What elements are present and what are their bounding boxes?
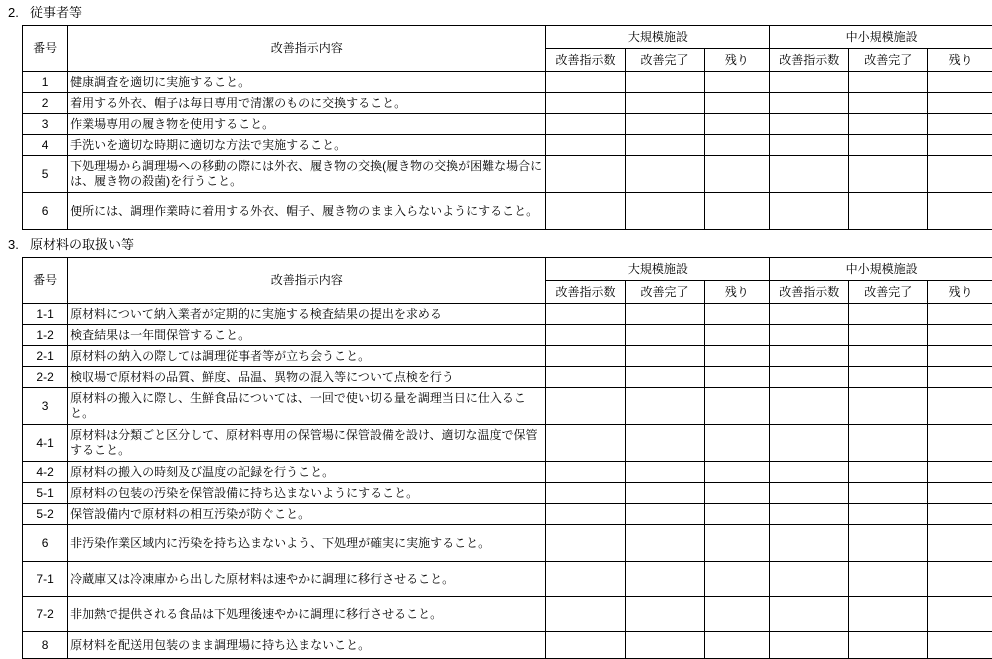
table-row	[23, 114, 992, 135]
table-row	[23, 525, 992, 562]
row-content: 非加熱で提供される食品は下処理後速やかに調理に移行させること。	[68, 597, 546, 632]
cell-large-instructions[interactable]	[546, 632, 625, 659]
cell-small-instructions[interactable]	[770, 156, 849, 193]
table-row	[23, 72, 992, 93]
cell-small-remaining[interactable]	[928, 483, 992, 504]
cell-large-remaining[interactable]	[704, 425, 770, 462]
row-content: 原材料の搬入の時刻及び温度の記録を行うこと。	[68, 462, 546, 483]
row-content: 冷蔵庫又は冷凍庫から出した原材料は速やかに調理に移行させること。	[68, 562, 546, 597]
table-header-group-row	[23, 258, 992, 281]
cell-large-remaining[interactable]	[704, 367, 770, 388]
row-content: 保管設備内で原材料の相互汚染が防ぐこと。	[68, 504, 546, 525]
cell-large-instructions[interactable]	[546, 425, 625, 462]
row-content: 手洗いを適切な時期に適切な方法で実施すること。	[68, 135, 546, 156]
cell-large-remaining[interactable]	[704, 304, 770, 325]
row-no: 4-1	[23, 425, 68, 462]
cell-large-remaining[interactable]	[704, 72, 770, 93]
cell-small-remaining[interactable]	[928, 304, 992, 325]
cell-small-remaining[interactable]	[928, 346, 992, 367]
row-no: 2-2	[23, 367, 68, 388]
cell-large-instructions[interactable]	[546, 135, 625, 156]
cell-small-remaining[interactable]	[928, 325, 992, 346]
cell-small-instructions[interactable]	[770, 114, 849, 135]
cell-small-remaining[interactable]	[928, 632, 992, 659]
row-no: 5	[23, 156, 68, 193]
header-content: 改善指示内容	[68, 26, 546, 72]
table-row	[23, 504, 992, 525]
row-no: 1-2	[23, 325, 68, 346]
cell-large-remaining[interactable]	[704, 632, 770, 659]
cell-large-completed[interactable]	[625, 525, 704, 562]
cell-large-instructions[interactable]	[546, 72, 625, 93]
cell-small-completed[interactable]	[849, 483, 928, 504]
row-content: 原材料について納入業者が定期的に実施する検査結果の提出を求める	[68, 304, 546, 325]
cell-large-instructions[interactable]	[546, 156, 625, 193]
cell-small-remaining[interactable]	[928, 72, 992, 93]
cell-large-completed[interactable]	[625, 388, 704, 425]
cell-small-remaining[interactable]	[928, 525, 992, 562]
header-group-small: 中小規模施設	[770, 26, 992, 49]
table-row	[23, 325, 992, 346]
cell-large-instructions[interactable]	[546, 562, 625, 597]
header-small-instructions: 改善指示数	[770, 49, 849, 72]
header-group-large: 大規模施設	[546, 258, 770, 281]
row-content: 検収場で原材料の品質、鮮度、品温、異物の混入等について点検を行う	[68, 367, 546, 388]
header-small-instructions: 改善指示数	[770, 281, 849, 304]
cell-small-instructions[interactable]	[770, 462, 849, 483]
row-content: 便所には、調理作業時に着用する外衣、帽子、履き物のまま入らないようにすること。	[68, 193, 546, 230]
header-large-remaining: 残り	[704, 49, 770, 72]
cell-small-remaining[interactable]	[928, 156, 992, 193]
cell-large-instructions[interactable]	[546, 525, 625, 562]
row-no: 3	[23, 114, 68, 135]
table-row	[23, 304, 992, 325]
cell-large-instructions[interactable]	[546, 114, 625, 135]
section-label: 原材料の取扱い等	[30, 237, 134, 252]
cell-large-completed[interactable]	[625, 304, 704, 325]
cell-large-remaining[interactable]	[704, 462, 770, 483]
cell-small-instructions[interactable]	[770, 304, 849, 325]
table-row	[23, 483, 992, 504]
cell-small-instructions[interactable]	[770, 562, 849, 597]
row-content: 下処理場から調理場への移動の際には外衣、履き物の交換(履き物の交換が困難な場合には、履き物の殺菌)を行うこと。	[68, 156, 546, 193]
table-row	[23, 156, 992, 193]
cell-small-completed[interactable]	[849, 135, 928, 156]
cell-large-completed[interactable]	[625, 193, 704, 230]
cell-small-remaining[interactable]	[928, 597, 992, 632]
cell-small-instructions[interactable]	[770, 525, 849, 562]
header-no: 番号	[23, 26, 68, 72]
cell-small-remaining[interactable]	[928, 462, 992, 483]
cell-small-instructions[interactable]	[770, 483, 849, 504]
header-small-remaining: 残り	[928, 49, 992, 72]
cell-large-instructions[interactable]	[546, 388, 625, 425]
cell-small-completed[interactable]	[849, 425, 928, 462]
cell-large-remaining[interactable]	[704, 346, 770, 367]
row-no: 7-1	[23, 562, 68, 597]
header-group-large: 大規模施設	[546, 26, 770, 49]
cell-large-remaining[interactable]	[704, 156, 770, 193]
cell-large-remaining[interactable]	[704, 483, 770, 504]
cell-large-completed[interactable]	[625, 346, 704, 367]
header-group-small: 中小規模施設	[770, 258, 992, 281]
cell-large-completed[interactable]	[625, 462, 704, 483]
table-row	[23, 367, 992, 388]
cell-small-completed[interactable]	[849, 193, 928, 230]
cell-small-completed[interactable]	[849, 346, 928, 367]
cell-large-completed[interactable]	[625, 367, 704, 388]
section-title-employees	[8, 4, 982, 22]
cell-small-instructions[interactable]	[770, 597, 849, 632]
table-row	[23, 93, 992, 114]
cell-large-completed[interactable]	[625, 632, 704, 659]
row-no: 3	[23, 388, 68, 425]
cell-large-instructions[interactable]	[546, 483, 625, 504]
cell-small-instructions[interactable]	[770, 632, 849, 659]
cell-small-instructions[interactable]	[770, 425, 849, 462]
cell-large-completed[interactable]	[625, 135, 704, 156]
cell-small-instructions[interactable]	[770, 135, 849, 156]
cell-small-instructions[interactable]	[770, 72, 849, 93]
table-row	[23, 193, 992, 230]
cell-small-completed[interactable]	[849, 325, 928, 346]
cell-large-remaining[interactable]	[704, 325, 770, 346]
header-small-remaining: 残り	[928, 281, 992, 304]
cell-small-remaining[interactable]	[928, 135, 992, 156]
header-large-completed: 改善完了	[625, 49, 704, 72]
cell-large-remaining[interactable]	[704, 597, 770, 632]
cell-small-completed[interactable]	[849, 114, 928, 135]
cell-small-completed[interactable]	[849, 304, 928, 325]
cell-small-instructions[interactable]	[770, 346, 849, 367]
header-content: 改善指示内容	[68, 258, 546, 304]
row-content: 検査結果は一年間保管すること。	[68, 325, 546, 346]
row-content: 原材料は分類ごと区分して、原材料専用の保管場に保管設備を設け、適切な温度で保管すること。	[68, 425, 546, 462]
cell-small-remaining[interactable]	[928, 93, 992, 114]
row-no: 1	[23, 72, 68, 93]
cell-large-instructions[interactable]	[546, 367, 625, 388]
cell-large-remaining[interactable]	[704, 388, 770, 425]
cell-large-completed[interactable]	[625, 597, 704, 632]
cell-large-completed[interactable]	[625, 425, 704, 462]
row-no: 6	[23, 193, 68, 230]
row-no: 5-1	[23, 483, 68, 504]
row-no: 7-2	[23, 597, 68, 632]
row-no: 6	[23, 525, 68, 562]
row-content: 非汚染作業区域内に汚染を持ち込まないよう、下処理が確実に実施すること。	[68, 525, 546, 562]
cell-small-completed[interactable]	[849, 93, 928, 114]
cell-small-completed[interactable]	[849, 504, 928, 525]
header-large-instructions: 改善指示数	[546, 281, 625, 304]
header-large-completed: 改善完了	[625, 281, 704, 304]
cell-small-instructions[interactable]	[770, 367, 849, 388]
section-title-raw-materials	[8, 236, 982, 254]
cell-small-completed[interactable]	[849, 597, 928, 632]
table-row	[23, 135, 992, 156]
table-row	[23, 597, 992, 632]
cell-large-remaining[interactable]	[704, 193, 770, 230]
cell-large-completed[interactable]	[625, 93, 704, 114]
cell-small-completed[interactable]	[849, 156, 928, 193]
cell-large-completed[interactable]	[625, 156, 704, 193]
row-content: 原材料の納入の際しては調理従事者等が立ち会うこと。	[68, 346, 546, 367]
cell-large-remaining[interactable]	[704, 93, 770, 114]
cell-small-completed[interactable]	[849, 388, 928, 425]
cell-large-remaining[interactable]	[704, 135, 770, 156]
cell-large-instructions[interactable]	[546, 193, 625, 230]
cell-small-remaining[interactable]	[928, 388, 992, 425]
cell-small-completed[interactable]	[849, 462, 928, 483]
cell-small-remaining[interactable]	[928, 425, 992, 462]
row-content: 原材料の搬入に際し、生鮮食品については、一回で使い切る量を調理当日に仕入ること。	[68, 388, 546, 425]
cell-large-completed[interactable]	[625, 504, 704, 525]
header-large-instructions: 改善指示数	[546, 49, 625, 72]
cell-small-instructions[interactable]	[770, 93, 849, 114]
cell-large-completed[interactable]	[625, 483, 704, 504]
section-raw-materials	[0, 236, 992, 659]
cell-large-remaining[interactable]	[704, 114, 770, 135]
table-row	[23, 346, 992, 367]
row-content: 原材料を配送用包装のまま調理場に持ち込まないこと。	[68, 632, 546, 659]
cell-large-instructions[interactable]	[546, 346, 625, 367]
row-content: 着用する外衣、帽子は毎日専用で清潔のものに交換すること。	[68, 93, 546, 114]
cell-small-remaining[interactable]	[928, 562, 992, 597]
document-page	[0, 4, 992, 593]
cell-large-instructions[interactable]	[546, 462, 625, 483]
cell-small-instructions[interactable]	[770, 504, 849, 525]
cell-small-completed[interactable]	[849, 525, 928, 562]
cell-small-completed[interactable]	[849, 72, 928, 93]
section-number: 2.	[8, 4, 30, 22]
header-small-completed: 改善完了	[849, 281, 928, 304]
header-large-remaining: 残り	[704, 281, 770, 304]
table-row	[23, 462, 992, 483]
cell-small-instructions[interactable]	[770, 325, 849, 346]
cell-small-completed[interactable]	[849, 367, 928, 388]
row-no: 2	[23, 93, 68, 114]
table-raw-materials	[22, 257, 992, 659]
table-row	[23, 632, 992, 659]
row-content: 原材料の包装の汚染を保管設備に持ち込まないようにすること。	[68, 483, 546, 504]
cell-large-completed[interactable]	[625, 72, 704, 93]
cell-small-remaining[interactable]	[928, 114, 992, 135]
cell-large-completed[interactable]	[625, 114, 704, 135]
cell-small-completed[interactable]	[849, 632, 928, 659]
cell-large-remaining[interactable]	[704, 525, 770, 562]
cell-small-remaining[interactable]	[928, 367, 992, 388]
cell-small-remaining[interactable]	[928, 504, 992, 525]
cell-small-instructions[interactable]	[770, 193, 849, 230]
table-row	[23, 388, 992, 425]
cell-large-instructions[interactable]	[546, 325, 625, 346]
row-no: 2-1	[23, 346, 68, 367]
cell-large-instructions[interactable]	[546, 504, 625, 525]
cell-large-instructions[interactable]	[546, 304, 625, 325]
cell-small-instructions[interactable]	[770, 388, 849, 425]
cell-large-instructions[interactable]	[546, 93, 625, 114]
cell-large-completed[interactable]	[625, 325, 704, 346]
section-number: 3.	[8, 236, 30, 254]
header-no: 番号	[23, 258, 68, 304]
cell-large-completed[interactable]	[625, 562, 704, 597]
row-content: 作業場専用の履き物を使用すること。	[68, 114, 546, 135]
cell-small-completed[interactable]	[849, 562, 928, 597]
table-row	[23, 562, 992, 597]
row-content: 健康調査を適切に実施すること。	[68, 72, 546, 93]
cell-large-instructions[interactable]	[546, 597, 625, 632]
cell-large-remaining[interactable]	[704, 504, 770, 525]
row-no: 1-1	[23, 304, 68, 325]
section-employees	[0, 4, 992, 230]
header-small-completed: 改善完了	[849, 49, 928, 72]
section-label: 従事者等	[30, 5, 82, 20]
cell-small-remaining[interactable]	[928, 193, 992, 230]
row-no: 8	[23, 632, 68, 659]
row-no: 4	[23, 135, 68, 156]
cell-large-remaining[interactable]	[704, 562, 770, 597]
table-row	[23, 425, 992, 462]
table-header-group-row	[23, 26, 992, 49]
row-no: 4-2	[23, 462, 68, 483]
table-employees	[22, 25, 992, 230]
row-no: 5-2	[23, 504, 68, 525]
